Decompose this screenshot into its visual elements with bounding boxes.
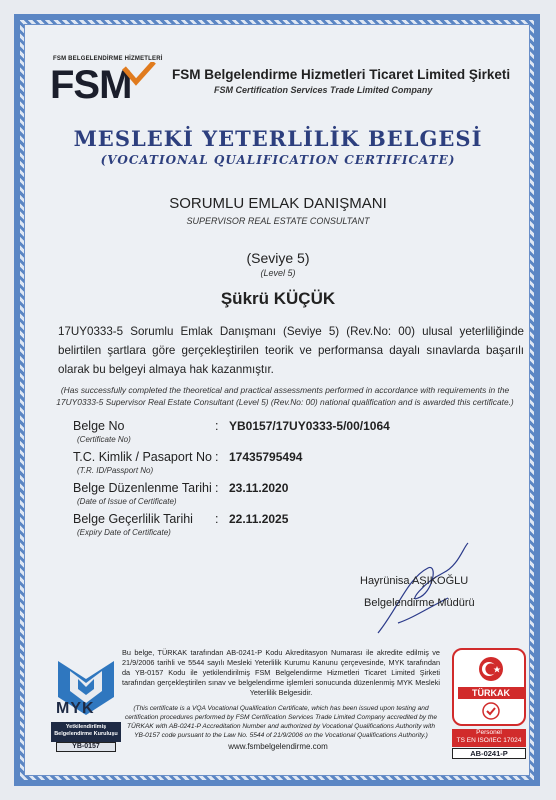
qualification-name-english: SUPERVISOR REAL ESTATE CONSULTANT [186,216,370,226]
logo-caption: FSM BELGELENDİRME HİZMETLERİ [53,56,163,62]
field-colon: : [215,419,219,433]
field-expiry-date-label-english: (Expiry Date of Certificate) [77,528,171,537]
myk-code: YB-0157 [56,742,116,752]
certificate-title: MESLEKİ YETERLİLİK BELGESİ [73,126,483,151]
field-issue-date-label: Belge Düzenlenme Tarihi [73,481,212,495]
certificate-statement-english: (Has successfully completed the theoretical and practical assessments performed in accordance with requirements in the 17UY0333-5 Supervisor Real Estate Consultant (Level 5) (Rev.No: 00) national qualification and is awarded this certificate.) [56,385,514,407]
field-id-value: 17435795494 [229,450,303,464]
footer-accreditation-text: Bu belge, TÜRKAK tarafından AB-0241-P Kodu Akreditasyon Numarası ile akredite edilmiş ve 21/9/2006 tarihli ve 5544 sayılı Mesleki Yeterlilik Kurumu Kanunu çerçevesinde, MYK tarafından da YB-0157 Kodu ile yetkilendirilmiş FSM Belgelendirme Hizmetleri Ticaret Limited Şirketi tarafından gerçekleştirilen sınav ve belgelendirme işlemleri sonucunda düzenlenmiş MYK Mesleki Yeterlilik Belgesidir. [122,648,440,697]
turkak-text: TÜRKAK [458,687,524,699]
certificate-statement: 17UY0333-5 Sorumlu Emlak Danışmanı (Seviye 5) (Rev.No: 00) ulusal yeterliliğinde belirtilen şartlara göre gerçekleştirilen teorik ve performansa dayalı sınavlarda başarılı olarak bu belgeyi almaya hak kazanmıştır. [58,325,524,376]
company-name-english: FSM Certification Services Trade Limited Company [214,85,433,95]
field-certificate-no-value: YB0157/17UY0333-5/00/1064 [229,419,390,433]
fsm-logo-icon [50,62,158,102]
turkak-code: AB-0241-P [452,748,526,759]
field-issue-date-label-english: (Date of Issue of Certificate) [77,497,177,506]
certificate-title-english: (VOCATIONAL QUALIFICATION CERTIFICATE) [100,153,456,167]
signer-title: Belgelendirme Müdürü [364,597,475,609]
turkak-accreditation-mark [452,648,526,760]
turkak-category: Personel [476,729,502,736]
fsm-logo-text: FSM [50,63,132,102]
footer-accreditation-text-english: (This certificate is a VQA Vocational Qualification Certificate, which has been issued upon testing and certification procedures performed by FSM Certification Services Trade Limited Company accredited by the TÜRKAK with AB-0241-P Accreditation Number and authorized by Vocational Qualifications Authority with YB-0157 code pursuant to the Law No. 5544 of 21/9/2006 on the Vocational Qualifications Authority.) [124,705,438,739]
field-id-label-english: (T.R. ID/Passport No) [77,466,154,475]
field-expiry-date-value: 22.11.2025 [229,512,289,526]
turkak-standard: TS EN ISO/IEC 17024 [456,737,522,744]
turkak-frame [452,648,526,726]
checkmark-icon [482,702,500,720]
qualification-name: SORUMLU EMLAK DANIŞMANI [169,195,387,212]
field-id-label: T.C. Kimlik / Pasaport No [73,450,212,464]
field-certificate-no-label: Belge No [73,419,125,433]
crescent-star-icon [478,656,504,682]
field-colon: : [215,512,219,526]
signature-scribble [368,538,478,648]
holder-name: Şükrü KÜÇÜK [220,289,336,308]
field-expiry-date-label: Belge Geçerlilik Tarihi [73,512,193,526]
field-colon: : [215,481,219,495]
field-issue-date-value: 23.11.2020 [229,481,289,495]
signer-name: Hayrünisa AŞIKOĞLU [360,575,469,587]
qualification-level: (Seviye 5) [246,250,310,266]
qualification-level-english: (Level 5) [260,268,296,278]
turkak-standard-band [452,729,526,747]
footer-website: www.fsmbelgelendirme.com [228,742,328,751]
myk-logo-text: MYK [56,700,95,717]
myk-authorized-label: Yetkilendirilmiş Belgelendirme Kuruluşu [51,722,121,742]
field-colon: : [215,450,219,464]
field-certificate-no-label-english: (Certificate No) [77,435,131,444]
company-name: FSM Belgelendirme Hizmetleri Ticaret Limited Şirketi [172,67,511,82]
